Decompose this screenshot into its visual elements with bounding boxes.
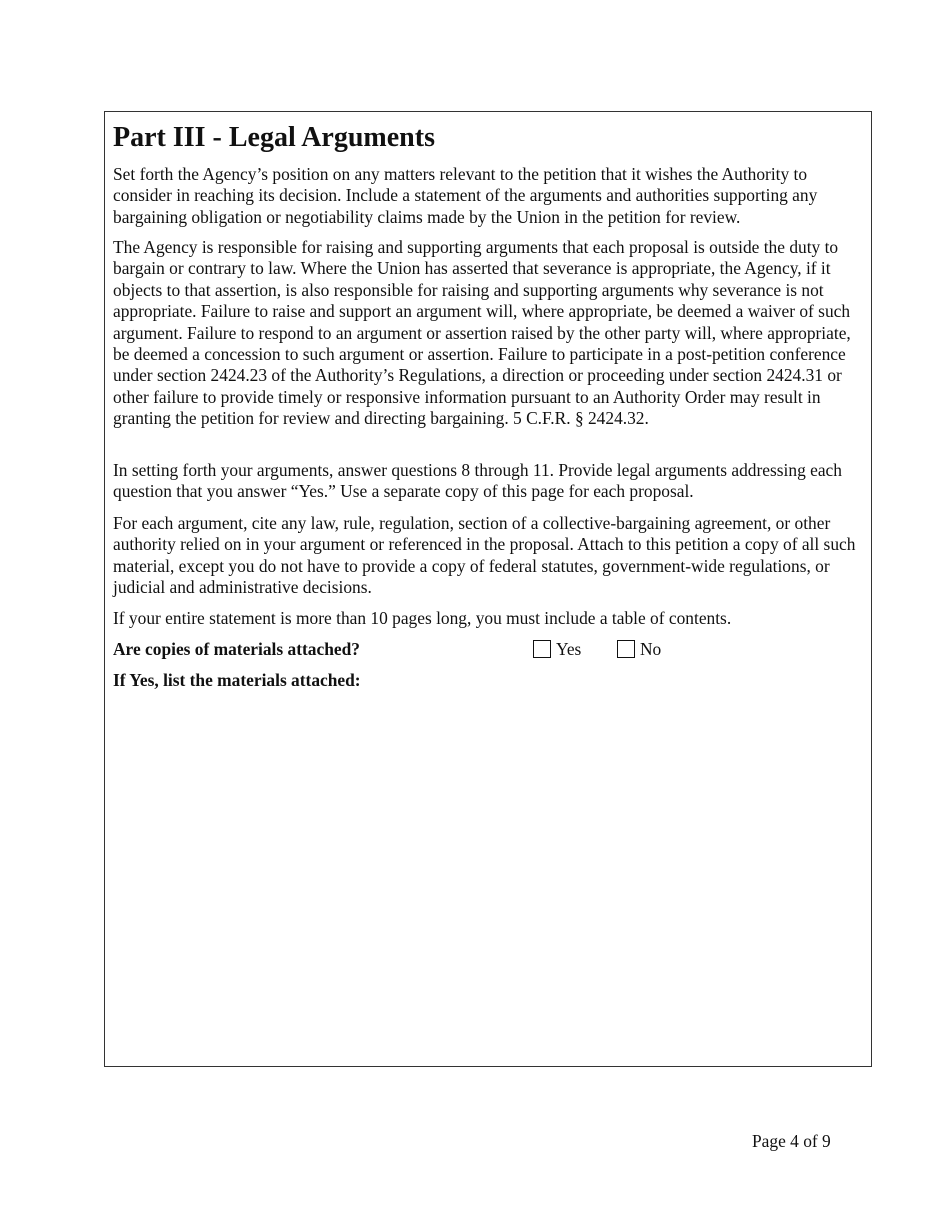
instructions-paragraph-3: In setting forth your arguments, answer questions 8 through 11. Provide legal arguments addressing each question that you answer “Yes.” Use a separate copy of this page for each proposal. [113,460,842,502]
instructions-paragraph-2: The Agency is responsible for raising and supporting arguments that each proposal is outside the duty to bargain or contrary to law. Where the Union has asserted that severance is appropriate, the Agency, if it objects to that assertion, is also responsible for raising and supporting arguments why severance is not appropriate. Failure to raise and support an argument will, where appropriate, be deemed a waiver of such argument. Failure to respond to an argument or assertion raised by the other party will, where appropriate, be deemed a concession to such argument or assertion. Failure to participate in a post-petition conference under section 2424.23 of the Authority’s Regulations, a direction or proceeding under section 2424.31 or other failure to provide timely or responsive information pursuant to an Authority Order may result in granting the petition for review and directing bargaining. 5 C.F.R. § 2424.32. [113,237,851,429]
yes-option[interactable] [533,638,581,660]
yes-label: Yes [556,639,582,659]
instructions-paragraph-4: For each argument, cite any law, rule, regulation, section of a collective-bargaining agreement, or other authority relied on in your argument or referenced in the proposal. Attach to this petition a copy of all such material, except you do not have to provide a copy of federal statutes, government-wide regulations, or judicial and administrative decisions. [113,513,856,598]
section-title: Part III - Legal Arguments [113,122,435,153]
materials-list-label: If Yes, list the materials attached: [113,670,361,690]
no-label: No [640,639,662,659]
materials-list-area[interactable] [113,700,865,1060]
page-number: Page 4 of 9 [752,1131,831,1151]
materials-attached-label: Are copies of materials attached? [113,639,360,659]
instructions-paragraph-5: If your entire statement is more than 10 pages long, you must include a table of contents. [113,608,732,628]
no-option[interactable] [617,638,661,660]
materials-attached-question [113,638,865,660]
instructions-paragraph-1: Set forth the Agency’s position on any matters relevant to the petition that it wishes the Authority to consider in reaching its decision. Include a statement of the arguments and authorities supporting any bargaining obligation or negotiability claims made by the Union in the petition for review. [113,164,818,227]
no-checkbox[interactable] [617,640,635,658]
yes-checkbox[interactable] [533,640,551,658]
